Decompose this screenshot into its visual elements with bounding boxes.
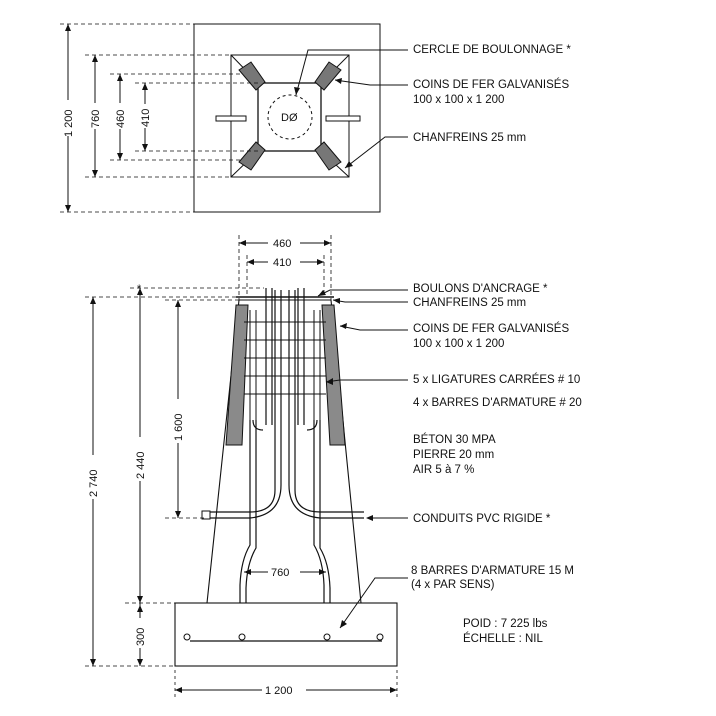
callout-angle-iron-title: COINS DE FER GALVANISÉS [413, 79, 570, 91]
plan-center-mark: DØ [281, 112, 298, 124]
elev-star: * [137, 283, 142, 295]
note-weight: POID : 7 225 lbs [463, 618, 548, 630]
footing [175, 603, 397, 666]
callout-chamfers: CHANFREINS 25 mm [413, 132, 527, 144]
callout-conduits: CONDUITS PVC RIGIDE * [413, 513, 551, 525]
elev-dim-1600: 1 600 [173, 413, 185, 441]
plan-dim-460: 460 [115, 109, 127, 128]
plan-dim-410: 410 [140, 108, 152, 127]
callout-anchor-bolts: BOULONS D'ANCRAGE * [413, 283, 548, 295]
callout-elev-angle-iron-title: COINS DE FER GALVANISÉS [413, 323, 570, 335]
elevation-view [83, 235, 408, 700]
callout-angle-iron-size: 100 x 100 x 1 200 [413, 94, 505, 106]
callout-bars: 4 x BARRES D'ARMATURE # 20 [413, 397, 582, 409]
elev-dim-760: 760 [271, 567, 290, 579]
callout-stone: PIERRE 20 mm [413, 449, 495, 461]
plan-view [58, 24, 408, 212]
callout-elev-angle-iron-size: 100 x 100 x 1 200 [413, 338, 505, 350]
callout-footing-bars: 8 BARRES D'ARMATURE 15 M [411, 565, 575, 577]
callout-air: AIR 5 à 7 % [413, 464, 475, 476]
plan-dim-1200: 1 200 [63, 109, 75, 137]
elev-dim-410: 410 [273, 257, 292, 269]
callout-ties: 5 x LIGATURES CARRÉES # 10 [413, 374, 581, 386]
pier-outline [207, 300, 361, 603]
callout-concrete: BÉTON 30 MPA [413, 434, 496, 446]
note-scale: ÉCHELLE : NIL [463, 633, 543, 645]
elev-dim-2440: 2 440 [135, 451, 147, 479]
callout-elev-chamfers: CHANFREINS 25 mm [413, 297, 527, 309]
elev-dim-300: 300 [135, 627, 147, 646]
plan-dim-760: 760 [90, 109, 102, 128]
elev-dim-2740: 2 740 [88, 469, 100, 497]
callout-footing-bars-note: (4 x PAR SENS) [411, 579, 495, 591]
elev-dim-460: 460 [273, 238, 292, 250]
callout-bolt-circle: CERCLE DE BOULONNAGE * [413, 44, 571, 56]
elev-dim-1200: 1 200 [265, 685, 293, 697]
